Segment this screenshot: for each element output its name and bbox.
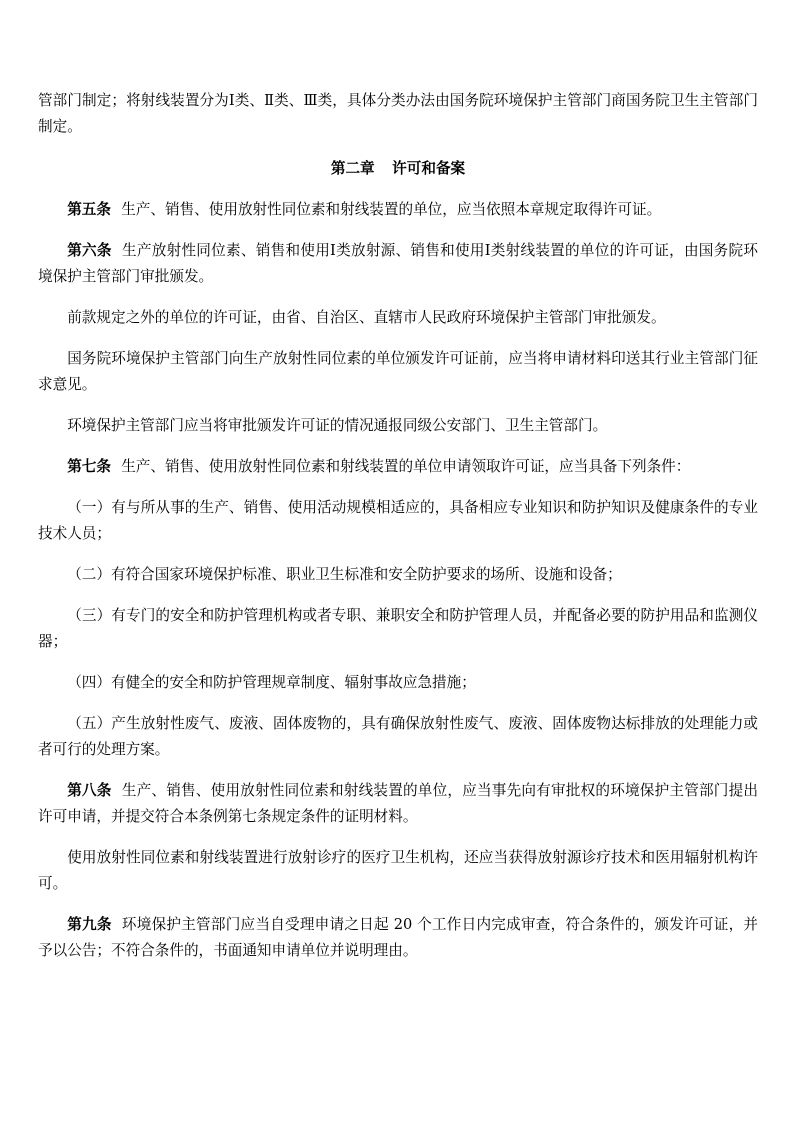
paragraph-text: 生产、销售、使用放射性同位素和射线装置的单位，应当依照本章规定取得许可证。 [121,201,662,218]
document-page [38,88,758,964]
body-paragraph [38,845,758,897]
body-paragraph [38,711,758,763]
body-paragraph [38,305,758,331]
paragraph-text: （四）有健全的安全和防护管理规章制度、辐射事故应急措施； [67,674,476,691]
article-number: 第八条 [67,782,112,799]
article-number: 第五条 [67,201,111,218]
article-paragraph [38,912,758,964]
paragraph-text: 生产放射性同位素、销售和使用Ⅰ类放射源、销售和使用Ⅰ类射线装置的单位的许可证，由国务院环境保护主管部门审批颁发。 [38,242,758,285]
chapter-number: 第二章 [330,160,375,177]
paragraph-text: 环境保护主管部门应当自受理申请之日起 20 个工作日内完成审查，符合条件的，颁发许可证，并予以公告；不符合条件的，书面通知申请单位并说明理由。 [38,916,758,959]
article-paragraph [38,197,758,223]
body-paragraph [38,495,758,547]
body-paragraph [38,670,758,696]
article-list [38,197,758,964]
article-number: 第七条 [67,458,111,475]
paragraph-text: 前款规定之外的单位的许可证，由省、自治区、直辖市人民政府环境保护主管部门审批颁发。 [67,309,666,326]
article-number: 第九条 [67,916,112,933]
chapter-heading [38,156,758,182]
paragraph-text: 使用放射性同位素和射线装置进行放射诊疗的医疗卫生机构，还应当获得放射源诊疗技术和医用辐射机构许可。 [38,849,758,892]
body-paragraph [38,413,758,439]
opening-paragraph: 管部门制定；将射线装置分为Ⅰ类、Ⅱ类、Ⅲ类，具体分类办法由国务院环境保护主管部门商国务院卫生主管部门制定。 [38,92,758,135]
article-paragraph [38,454,758,480]
paragraph-text: 生产、销售、使用放射性同位素和射线装置的单位申请领取许可证，应当具备下列条件： [121,458,691,475]
paragraph-text: 生产、销售、使用放射性同位素和射线装置的单位，应当事先向有审批权的环境保护主管部门提出许可申请，并提交符合本条例第七条规定条件的证明材料。 [38,782,758,825]
article-paragraph [38,238,758,290]
paragraph-text: （二）有符合国家环境保护标准、职业卫生标准和安全防护要求的场所、设施和设备； [67,566,622,583]
paragraph-text: （三）有专门的安全和防护管理机构或者专职、兼职安全和防护管理人员，并配备必要的防护用品和监测仪器； [38,607,758,650]
body-paragraph [38,346,758,398]
body-paragraph [38,562,758,588]
paragraph-text: 环境保护主管部门应当将审批颁发许可证的情况通报同级公安部门、卫生主管部门。 [67,417,608,434]
paragraph-text: （一）有与所从事的生产、销售、使用活动规模相适应的，具备相应专业知识和防护知识及健康条件的专业技术人员； [38,499,758,542]
article-paragraph [38,778,758,830]
body-paragraph [38,603,758,655]
chapter-title: 许可和备案 [392,160,466,177]
paragraph-text: （五）产生放射性废气、废液、固体废物的，具有确保放射性废气、废液、固体废物达标排放的处理能力或者可行的处理方案。 [38,715,758,758]
article-number: 第六条 [67,242,112,259]
paragraph-text: 国务院环境保护主管部门向生产放射性同位素的单位颁发许可证前，应当将申请材料印送其行业主管部门征求意见。 [38,350,758,393]
